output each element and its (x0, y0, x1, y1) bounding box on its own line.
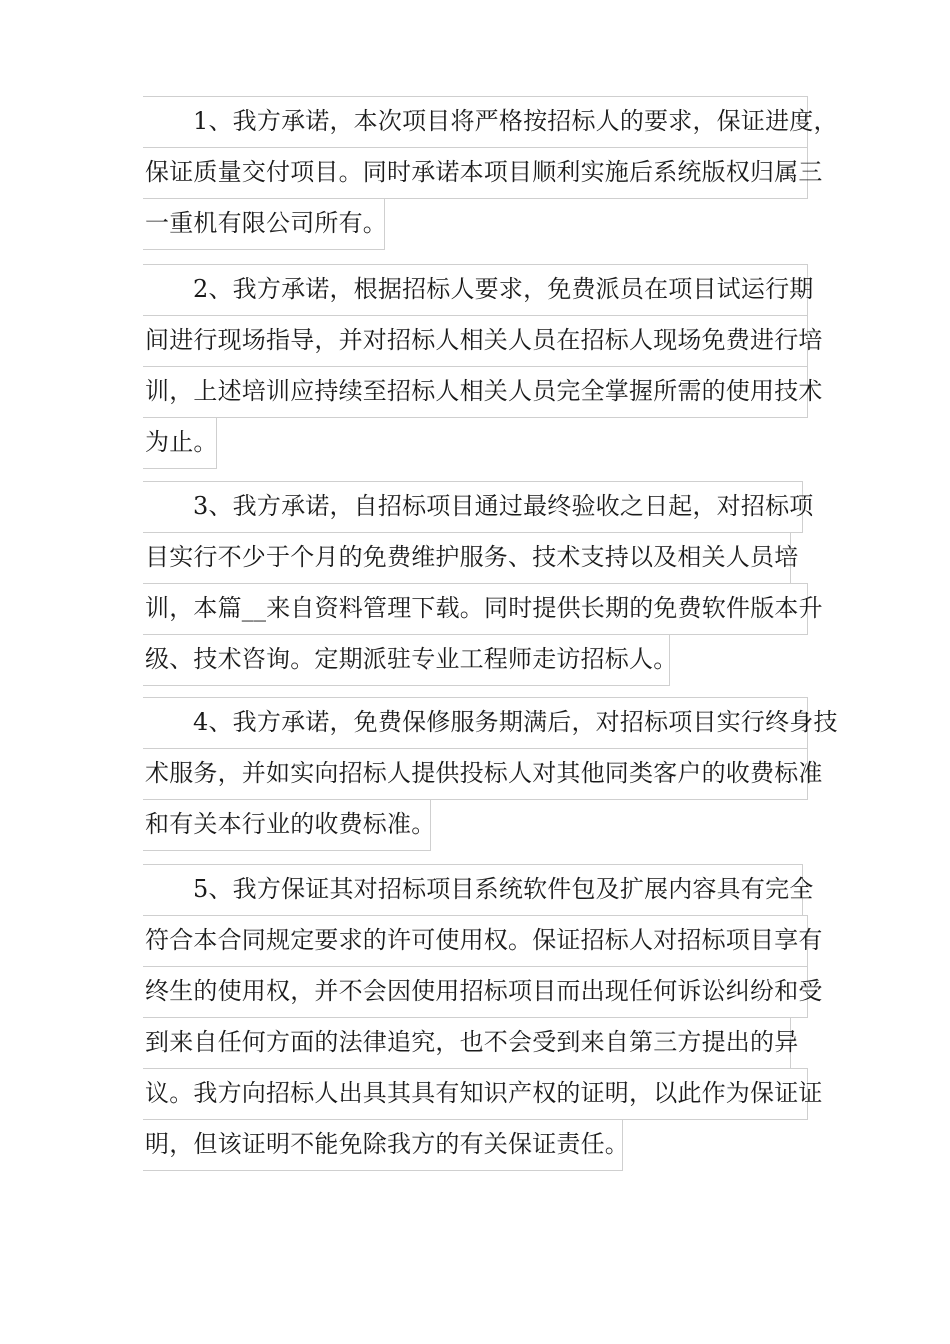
text-line: 目实行不少于个月的免费维护服务、技术支持以及相关人员培 (143, 532, 791, 584)
text-line: 一重机有限公司所有。 (143, 198, 385, 250)
text-line: 和有关本行业的收费标准。 (143, 799, 431, 851)
text-line: 1、我方承诺，本次项目将严格按招标人的要求，保证进度， (143, 96, 808, 148)
text-line: 4、我方承诺，免费保修服务期满后，对招标项目实行终身技 (143, 697, 808, 749)
text-line: 级、技术咨询。定期派驻专业工程师走访招标人。 (143, 634, 670, 686)
text-line: 训，上述培训应持续至招标人相关人员完全掌握所需的使用技术 (143, 366, 808, 418)
text-line: 议。我方向招标人出具其具有知识产权的证明，以此作为保证证 (143, 1068, 808, 1120)
paragraph-2 (143, 264, 823, 468)
text-line: 保证质量交付项目。同时承诺本项目顺利实施后系统版权归属三 (143, 147, 808, 199)
paragraph-3 (143, 481, 823, 685)
text-line: 3、我方承诺，自招标项目通过最终验收之日起，对招标项 (143, 481, 803, 533)
text-line: 2、我方承诺，根据招标人要求，免费派员在项目试运行期 (143, 264, 808, 316)
text-line: 5、我方保证其对招标项目系统软件包及扩展内容具有完全 (143, 864, 803, 916)
text-line: 为止。 (143, 417, 217, 469)
text-line: 到来自任何方面的法律追究，也不会受到来自第三方提出的异 (143, 1017, 791, 1069)
paragraph-1 (143, 96, 838, 249)
paragraph-4 (143, 697, 838, 850)
text-line: 明，但该证明不能免除我方的有关保证责任。 (143, 1119, 623, 1171)
paragraph-5 (143, 864, 823, 1170)
text-line: 术服务，并如实向招标人提供投标人对其他同类客户的收费标准 (143, 748, 808, 800)
text-line: 训，本篇__来自资料管理下载。同时提供长期的免费软件版本升 (143, 583, 808, 635)
text-line: 间进行现场指导，并对招标人相关人员在招标人现场免费进行培 (143, 315, 808, 367)
text-line: 终生的使用权，并不会因使用招标项目而出现任何诉讼纠纷和受 (143, 966, 808, 1018)
text-line: 符合本合同规定要求的许可使用权。保证招标人对招标项目享有 (143, 915, 808, 967)
